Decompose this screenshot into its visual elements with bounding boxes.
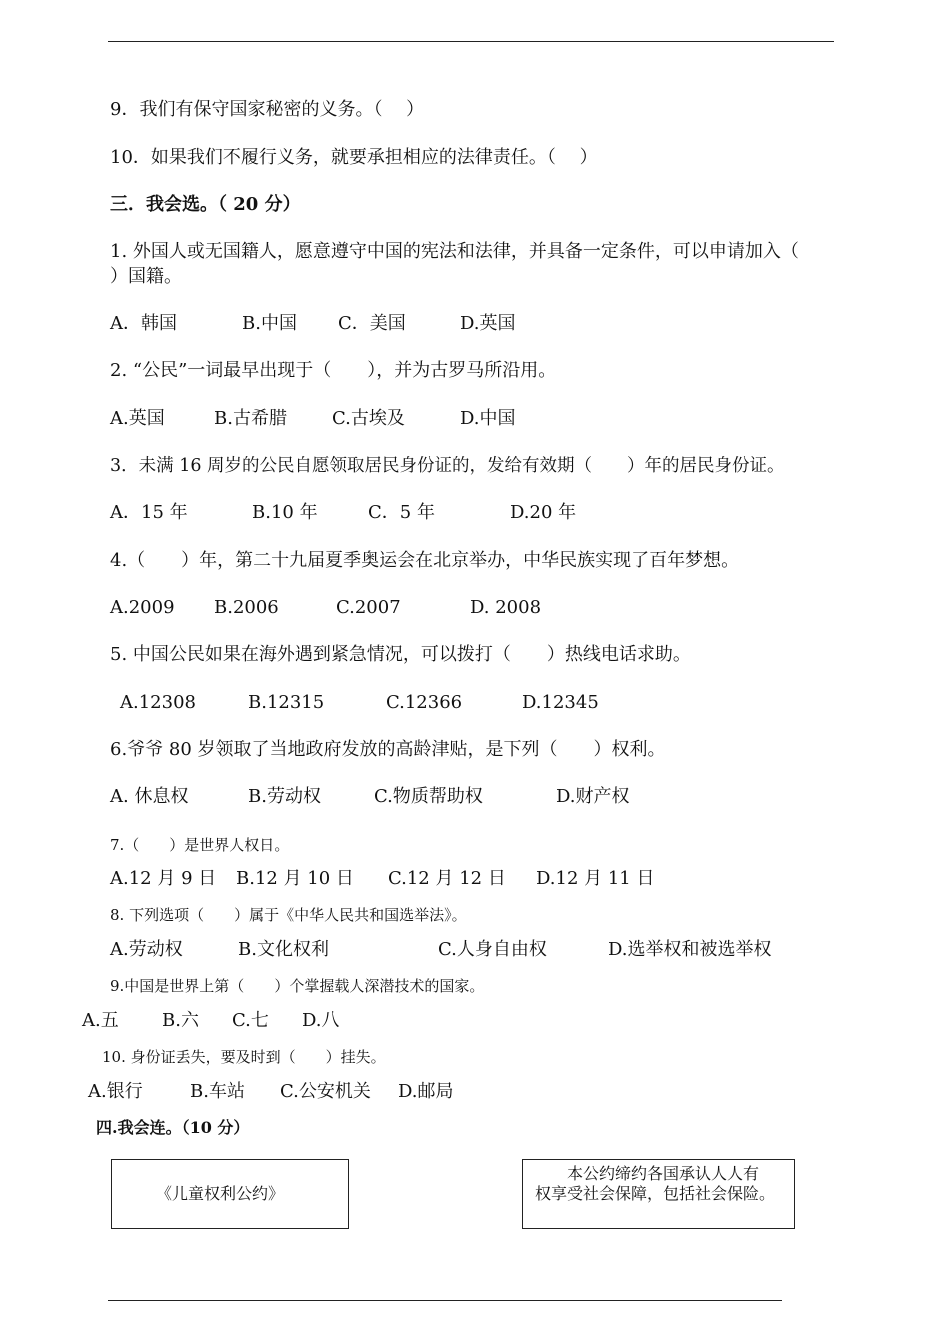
question-2-stem: 2. “公民”一词最早出现于（ ），并为古罗马所沿用。 bbox=[110, 360, 557, 381]
question-4-option-c[interactable]: C.2007 bbox=[336, 597, 401, 618]
question-2-option-b[interactable]: B.古希腊 bbox=[214, 408, 287, 429]
question-3-option-b[interactable]: B.10 年 bbox=[252, 502, 318, 523]
footer-rule bbox=[108, 1300, 782, 1301]
question-4-option-d[interactable]: D. 2008 bbox=[470, 597, 542, 618]
section3-heading: 三．我会选。（ 20 分） bbox=[110, 194, 301, 215]
question-5-option-c[interactable]: C.12366 bbox=[386, 692, 463, 713]
question-8-option-a[interactable]: A.劳动权 bbox=[110, 939, 183, 960]
question-1-stem-line1: 1. 外国人或无国籍人，愿意遵守中国的宪法和法律，并具备一定条件，可以申请加入（ bbox=[110, 241, 799, 262]
question-7-option-c[interactable]: C.12 月 12 日 bbox=[388, 868, 506, 889]
question-6-option-d[interactable]: D.财产权 bbox=[556, 786, 630, 807]
section4-heading: 四.我会连。（10 分） bbox=[96, 1118, 250, 1137]
question-10-option-d[interactable]: D.邮局 bbox=[398, 1081, 454, 1102]
question-7-option-d[interactable]: D.12 月 11 日 bbox=[536, 868, 655, 889]
question-1-option-a[interactable]: A．韩国 bbox=[110, 313, 177, 334]
question-5-option-d[interactable]: D.12345 bbox=[522, 692, 599, 713]
question-6-option-b[interactable]: B.劳动权 bbox=[248, 786, 321, 807]
question-9-stem: 9.中国是世界上第（ ）个掌握载人深潜技术的国家。 bbox=[110, 977, 485, 995]
question-5-option-a[interactable]: A.12308 bbox=[120, 692, 196, 713]
question-9-option-d[interactable]: D.八 bbox=[302, 1010, 340, 1031]
match-right-box-line1: 本公约缔约各国承认人人有 bbox=[567, 1164, 760, 1183]
question-8-stem: 8. 下列选项（ ）属于《中华人民共和国选举法》。 bbox=[110, 906, 467, 924]
question-10-stem: 10. 身份证丢失，要及时到（ ）挂失。 bbox=[102, 1048, 386, 1066]
question-4-option-b[interactable]: B.2006 bbox=[214, 597, 279, 618]
judgement-item-9: 9．我们有保守国家秘密的义务。（ ） bbox=[110, 99, 425, 120]
question-3-option-c[interactable]: C．5 年 bbox=[368, 502, 435, 523]
question-4-option-a[interactable]: A.2009 bbox=[110, 597, 175, 618]
question-2-option-c[interactable]: C.古埃及 bbox=[332, 408, 405, 429]
match-right-box-line2: 权享受社会保障，包括社会保险。 bbox=[535, 1184, 776, 1203]
question-10-option-b[interactable]: B.车站 bbox=[190, 1081, 245, 1102]
question-9-option-a[interactable]: A.五 bbox=[82, 1010, 119, 1031]
question-5-option-b[interactable]: B.12315 bbox=[248, 692, 325, 713]
question-6-option-a[interactable]: A. 休息权 bbox=[110, 786, 189, 807]
question-8-option-c[interactable]: C.人身自由权 bbox=[438, 939, 547, 960]
question-3-option-a[interactable]: A．15 年 bbox=[110, 502, 188, 523]
question-8-option-d[interactable]: D.选举权和被选举权 bbox=[608, 939, 772, 960]
question-1-option-b[interactable]: B.中国 bbox=[242, 313, 297, 334]
header-rule bbox=[108, 41, 834, 42]
question-10-option-a[interactable]: A.银行 bbox=[88, 1081, 143, 1102]
judgement-item-10: 10．如果我们不履行义务，就要承担相应的法律责任。（ ） bbox=[110, 147, 598, 168]
question-7-option-a[interactable]: A.12 月 9 日 bbox=[110, 868, 217, 889]
question-3-option-d[interactable]: D.20 年 bbox=[510, 502, 577, 523]
match-left-box-label: 《儿童权利公约》 bbox=[156, 1184, 285, 1203]
question-9-option-c[interactable]: C.七 bbox=[232, 1010, 269, 1031]
question-3-stem: 3．未满 16 周岁的公民自愿领取居民身份证的，发给有效期（ ）年的居民身份证。 bbox=[110, 456, 785, 476]
question-5-stem: 5. 中国公民如果在海外遇到紧急情况，可以拨打（ ）热线电话求助。 bbox=[110, 644, 691, 665]
question-6-stem: 6.爷爷 80 岁领取了当地政府发放的高龄津贴，是下列（ ）权利。 bbox=[110, 739, 666, 760]
question-4-stem: 4.（ ）年，第二十九届夏季奥运会在北京举办，中华民族实现了百年梦想。 bbox=[110, 550, 740, 571]
question-8-option-b[interactable]: B.文化权利 bbox=[238, 939, 329, 960]
question-2-option-d[interactable]: D.中国 bbox=[460, 408, 516, 429]
question-1-option-d[interactable]: D.英国 bbox=[460, 313, 516, 334]
question-6-option-c[interactable]: C.物质帮助权 bbox=[374, 786, 483, 807]
question-9-option-b[interactable]: B.六 bbox=[162, 1010, 199, 1031]
question-7-stem: 7.（ ）是世界人权日。 bbox=[110, 836, 290, 854]
question-10-option-c[interactable]: C.公安机关 bbox=[280, 1081, 371, 1102]
question-1-stem-line2: ）国籍。 bbox=[110, 266, 182, 287]
question-2-option-a[interactable]: A.英国 bbox=[110, 408, 165, 429]
question-1-option-c[interactable]: C．美国 bbox=[338, 313, 406, 334]
question-7-option-b[interactable]: B.12 月 10 日 bbox=[236, 868, 354, 889]
